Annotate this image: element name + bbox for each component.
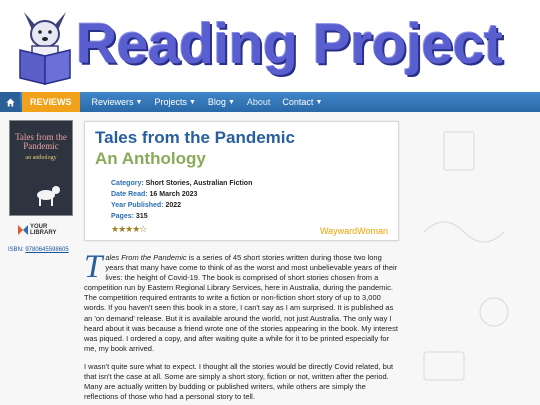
meta-year-value: 2022 (165, 202, 182, 209)
page-content (0, 112, 540, 405)
nav-blog-label: Blog (207, 97, 226, 107)
book-meta (111, 178, 252, 222)
nav-contact[interactable] (282, 97, 322, 107)
cover-subtitle: an anthology (25, 155, 57, 161)
library-logo-icon (18, 225, 28, 235)
meta-pages-value: 315 (135, 213, 148, 220)
home-icon (6, 98, 15, 107)
caret-down-icon: ▼ (315, 98, 323, 106)
nav-contact-label: Contact (282, 97, 314, 107)
meta-date-read (111, 189, 252, 200)
caret-down-icon: ▼ (188, 98, 196, 106)
meta-category-value: Short Stories, Australian Fiction (145, 180, 253, 187)
dog-reading-logo-icon[interactable] (14, 4, 76, 88)
meta-category (111, 178, 252, 189)
star-rating-icon: ★★★★☆ (111, 224, 147, 234)
book-title: Tales from the Pandemic (95, 128, 295, 147)
nav-reviews[interactable]: REVIEWS (22, 92, 80, 112)
main-nav (0, 92, 540, 112)
meta-pages-label: Pages: (111, 213, 134, 220)
review-p1: is a series of 45 short stories written during those two long years that many have come to think of as the worst and most unbelievable years of their lives: the height of Covid-19. The book is comprised of short stories chosen from a competition run by Eastern Regional Library Services, here in Australia, during the pandemic. The competition required entrants to write a fiction or non-fiction short story of up to 3,000 words. If you haven't seen this book in a store, I can't say as I am surprised. It is published as an 'on demand' release. But it is available around the world, not just Australia. The only way I heard about it was because a friend wrote one of the stories appearing in the book. My interest was piqued. I ordered a copy, and after waiting quite a while for it to be printed especially for me, my book arrived. (84, 253, 398, 353)
meta-date-read-value: 16 March 2023 (149, 191, 198, 198)
isbn (8, 246, 78, 254)
library-logo-text: YOUR LIBRARY (30, 224, 57, 236)
nav-projects[interactable] (154, 97, 195, 107)
site-title[interactable]: Reading Project (76, 12, 503, 76)
meta-date-read-label: Date Read: (111, 191, 148, 198)
nav-about[interactable] (247, 97, 271, 107)
isbn-link[interactable]: 9780645598605 (25, 247, 69, 253)
site-header (0, 0, 540, 92)
review-paragraph (84, 249, 400, 354)
review-paragraph: I wasn't quite sure what to expect. I thought all the stories would be directly Covid related, but that isn't the case at all. Some are simply a short story, fiction or not, written after the period. Many are actually written by budding or published writers, while others are simply the reflections of those who had a personal story to tell. (84, 361, 394, 402)
book-subtitle: An Anthology (95, 149, 206, 168)
caret-down-icon: ▼ (135, 98, 143, 106)
book-sidebar (6, 120, 78, 254)
background-doodle-icon (404, 112, 540, 405)
your-library-logo[interactable] (18, 224, 78, 236)
dog-silhouette-icon (32, 181, 62, 207)
nav-projects-label: Projects (154, 97, 187, 107)
isbn-label: ISBN: (8, 247, 24, 253)
book-info-box (84, 121, 399, 241)
cover-title: Tales from the Pandemic (15, 132, 67, 151)
meta-category-label: Category: (111, 180, 144, 187)
review-text (84, 249, 400, 405)
meta-year (111, 200, 252, 211)
nav-blog[interactable] (208, 97, 235, 107)
caret-down-icon: ▼ (227, 98, 235, 106)
reviewer-link[interactable]: WaywardWoman (319, 226, 388, 236)
dropcap: T (84, 249, 103, 285)
meta-pages (111, 211, 252, 222)
meta-year-label: Year Published: (111, 202, 164, 209)
nav-reviewers-label: Reviewers (91, 97, 134, 107)
review-book-name: ales From the Pandemic (105, 253, 187, 262)
book-cover-image[interactable] (9, 120, 73, 216)
nav-about-label: About (246, 97, 271, 107)
home-button[interactable] (0, 92, 20, 112)
nav-reviewers[interactable] (92, 97, 143, 107)
